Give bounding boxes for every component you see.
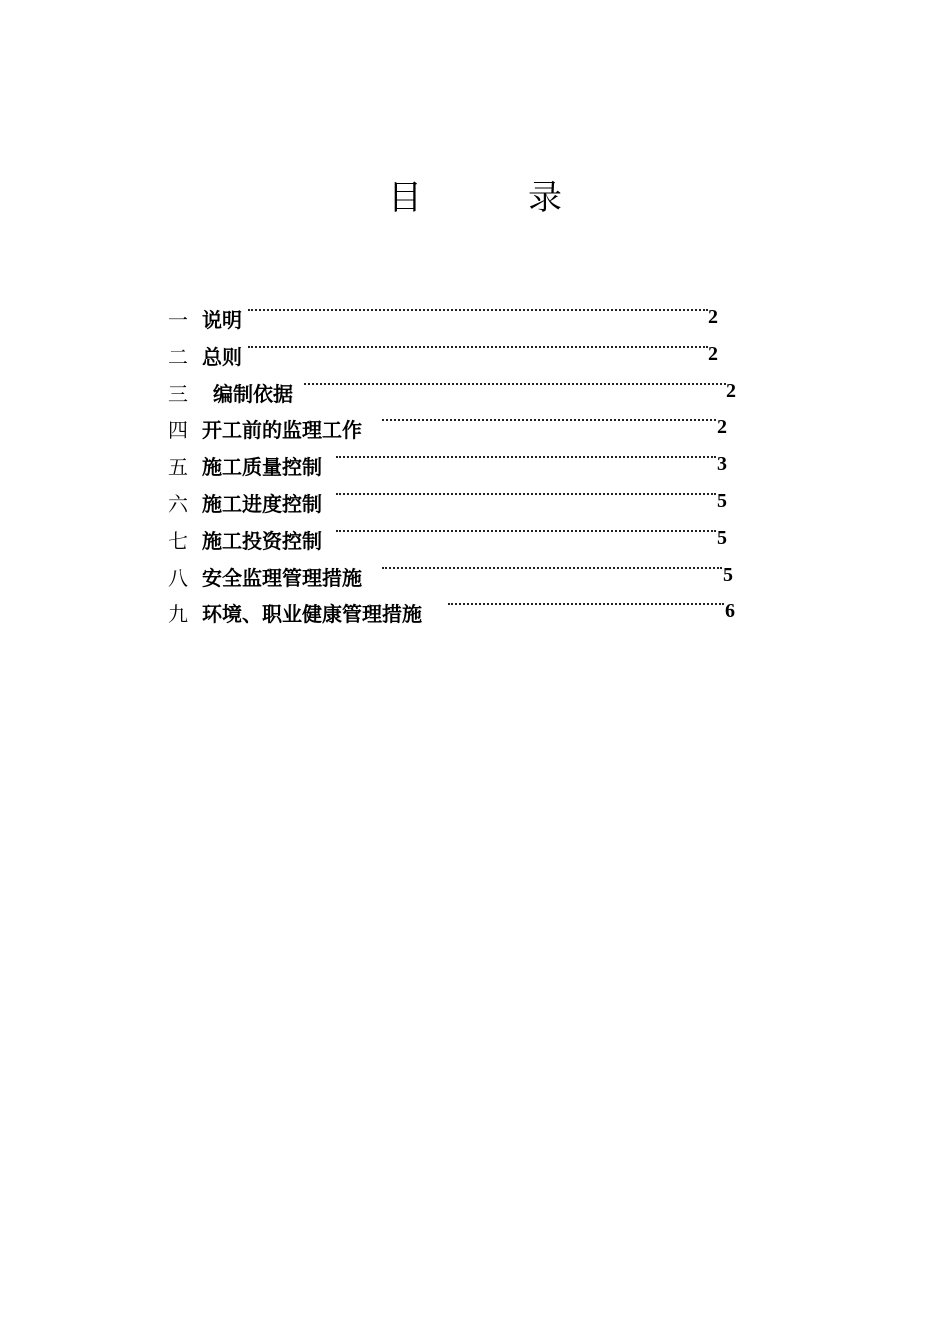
toc-leader-dots [448, 603, 724, 605]
toc-leader-dots [336, 530, 716, 532]
toc-number: 六 [168, 491, 188, 516]
toc-number: 一 [168, 308, 188, 332]
page-title: 目 录 [388, 178, 598, 218]
toc-number: 二 [168, 344, 188, 369]
toc-title: 说明 [202, 304, 242, 333]
toc-number: 三 [168, 381, 188, 406]
toc-number: 五 [168, 455, 188, 480]
toc-leader-dots [382, 567, 722, 569]
toc-leader-dots [382, 419, 716, 421]
toc-page-number: 2 [708, 306, 718, 328]
toc-leader-dots [336, 493, 716, 495]
toc-leader-dots [248, 309, 708, 311]
toc-row[interactable] [168, 521, 748, 558]
toc-number: 九 [168, 602, 188, 627]
toc-row[interactable] [168, 337, 748, 374]
toc-number: 七 [168, 528, 188, 553]
toc-row[interactable] [168, 447, 748, 484]
toc-leader-dots [304, 383, 726, 385]
toc-row[interactable] [168, 558, 748, 595]
toc-title: 施工质量控制 [202, 451, 322, 480]
toc-row[interactable] [168, 374, 748, 411]
toc-number: 八 [168, 565, 188, 590]
toc-page-number: 2 [708, 342, 718, 365]
toc-title: 编制依据 [213, 378, 293, 407]
toc-title: 安全监理管理措施 [202, 562, 362, 591]
toc-row[interactable] [168, 484, 748, 521]
toc-title: 施工投资控制 [202, 525, 322, 554]
toc-leader-dots [248, 346, 708, 348]
toc-row[interactable] [168, 300, 748, 337]
toc-title: 施工进度控制 [202, 488, 322, 517]
toc-title: 开工前的监理工作 [202, 414, 362, 443]
toc-row[interactable] [168, 594, 748, 631]
toc-page-number: 6 [725, 600, 735, 623]
toc-title: 总则 [202, 341, 242, 370]
toc-title: 环境、职业健康管理措施 [202, 598, 422, 627]
toc-number: 四 [168, 418, 188, 443]
toc-page-number: 2 [717, 416, 727, 439]
toc-row[interactable] [168, 410, 748, 447]
toc-page-number: 5 [717, 526, 727, 549]
toc-page-number: 3 [717, 453, 727, 476]
toc-leader-dots [336, 456, 716, 458]
toc-page-number: 5 [723, 563, 733, 586]
table-of-contents [168, 300, 748, 631]
toc-page-number: 2 [726, 379, 736, 402]
toc-page-number: 5 [717, 489, 727, 512]
